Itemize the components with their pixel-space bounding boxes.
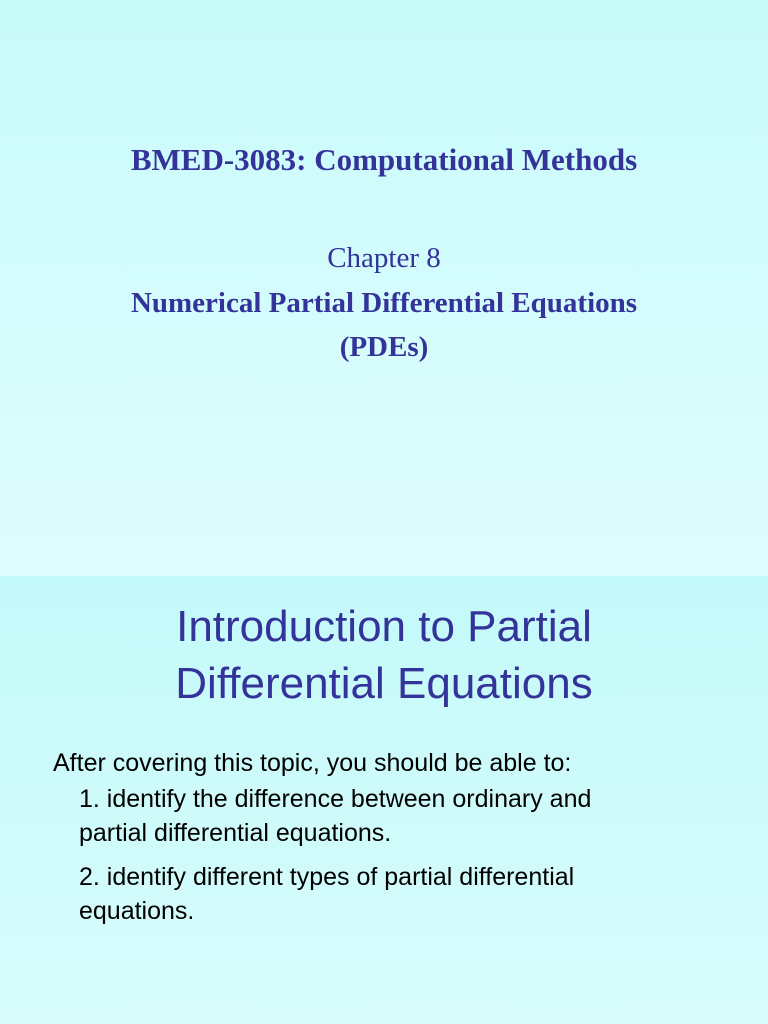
objective-1-line-2: partial differential equations. xyxy=(79,819,392,847)
intro-slide xyxy=(0,576,768,1024)
objective-2-line-2: equations. xyxy=(79,897,195,925)
chapter-label: Chapter 8 xyxy=(327,242,441,274)
chapter-title-line-2: (PDEs) xyxy=(339,331,429,363)
objective-1-line-1: 1. identify the difference between ordinary and xyxy=(79,785,592,813)
chapter-title-line-1: Numerical Partial Differential Equations xyxy=(130,287,638,319)
slide-heading xyxy=(0,598,768,712)
slide-heading-line-1: Introduction to Partial xyxy=(176,602,592,651)
course-title: BMED-3083: Computational Methods xyxy=(130,142,638,177)
objective-item xyxy=(79,860,739,928)
chapter-title xyxy=(0,281,768,369)
objective-item xyxy=(79,782,739,850)
objective-2-line-1: 2. identify different types of partial differential xyxy=(79,863,575,891)
slide-heading-line-2: Differential Equations xyxy=(175,659,593,708)
intro-text: After covering this topic, you should be able to: xyxy=(53,749,572,777)
